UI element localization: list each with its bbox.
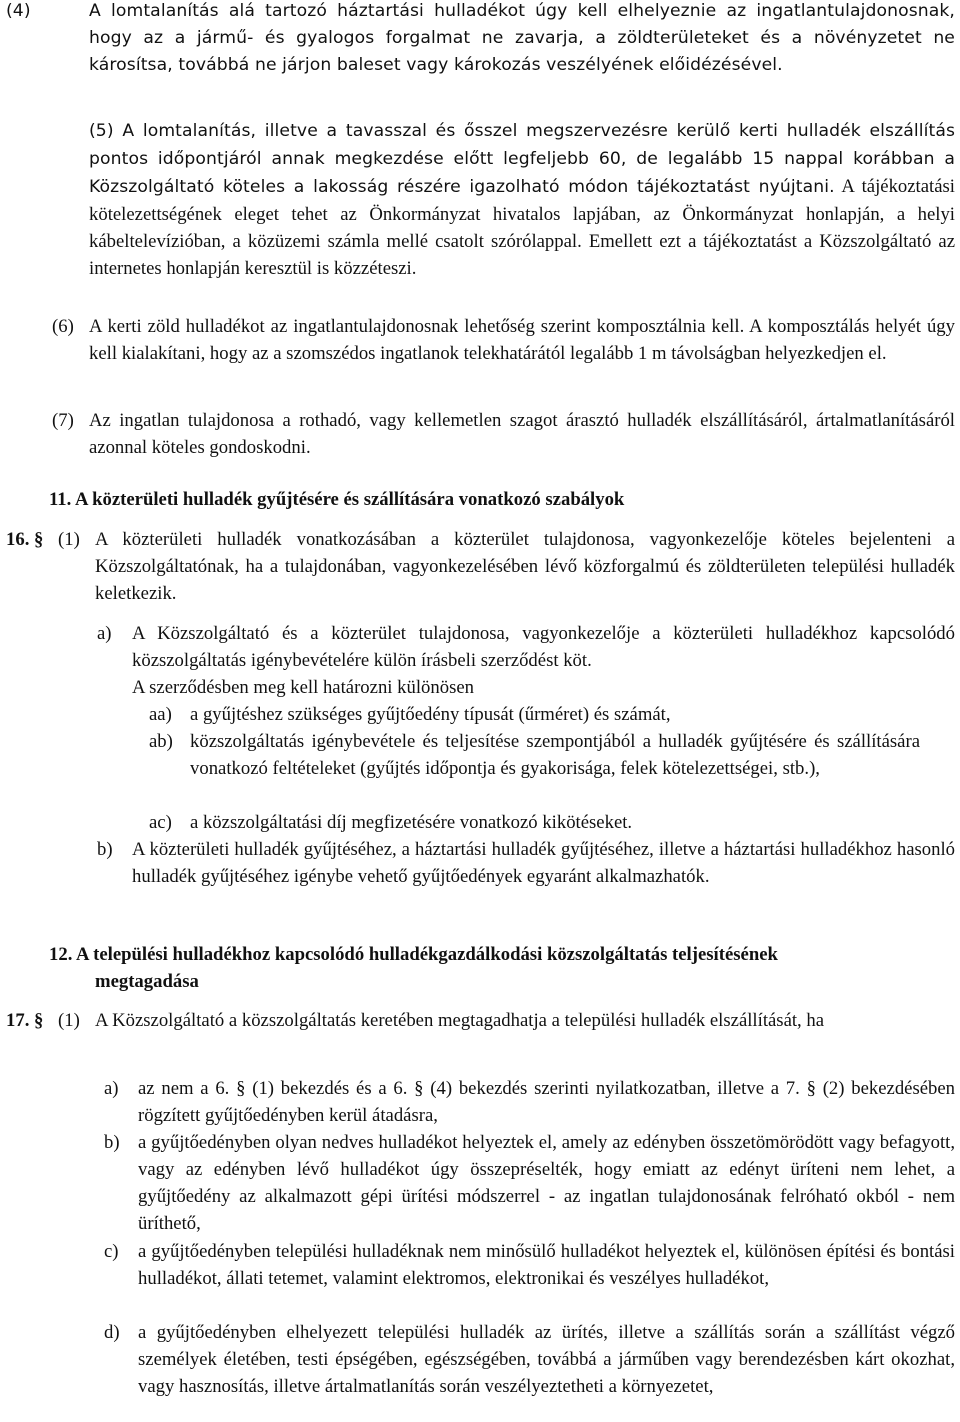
section-17-item-d-label: d) [104, 1322, 120, 1343]
section-16-paragraph-1-number: (1) [58, 529, 80, 550]
paragraph-4-number: (4) [6, 1, 31, 21]
section-16-item-ab-text: közszolgáltatás igénybevétele és teljesítése szempontjából a hulladék gyűjtésére és szállítására vonatkozó feltételeket (gyűjtés időpontja és gyakorisága, felek kötelezettségei, stb.), [190, 731, 920, 779]
paragraph-6-text: A kerti zöld hulladékot az ingatlantulajdonosnak lehetőség szerint komposztálnia kell. A komposztálás helyét úgy kell kialakítani, hogy az a szomszédos ingatlanok telekhatárától legalább 1 m távolságban helyezkedjen el. [89, 316, 955, 364]
section-16-item-b-label: b) [97, 839, 113, 860]
section-16-paragraph-1-text: A közterületi hulladék vonatkozásában a közterület tulajdonosa, vagyonkezelője köteles bejelenteni a Közszolgáltatónak, ha a tulajdonában, vagyonkezelésében lévő közforgalmú és zöldterületen települési hulladék keletkezik. [95, 529, 955, 604]
section-16-item-a-text-2: A szerződésben meg kell határozni különösen [132, 677, 474, 698]
section-16-item-ac-label: ac) [149, 812, 172, 833]
section-heading-11: 11. A közterületi hulladék gyűjtésére és szállítására vonatkozó szabályok [49, 489, 625, 510]
section-17-item-a-label: a) [104, 1078, 119, 1099]
section-16-item-aa-label: aa) [149, 704, 172, 725]
paragraph-4-text: A lomtalanítás alá tartozó háztartási hulladékot úgy kell elhelyeznie az ingatlantulajdonosnak, hogy az a jármű- és gyalogos forgalmat ne zavarja, a zöldterületeket és a növényzetet ne károsítsa, továbbá ne járjon baleset vagy károkozás veszélyének előidézésével. [89, 1, 955, 75]
section-16-item-b-text: A közterületi hulladék gyűjtéséhez, a háztartási hulladék gyűjtéséhez, illetve a háztartási hulladékhoz hasonló hulladék gyűjtéséhez igénybe vehető gyűjtőedények egyaránt alkalmazhatók. [132, 839, 955, 887]
paragraph-5-text-sans: (5) A lomtalanítás, illetve a tavasszal és ősszel megszervezésre kerülő kerti hulladék elszállítás pontos időpontjáról annak megkezdése előtt legfeljebb 60, de legalább 15 nappal korábban a Közszolgáltató köteles a lakosság részére igazolható módon tájékoztatást nyújtani. [89, 121, 955, 197]
paragraph-5-text-serif: A tájékoztatási kötelezettségének eleget tehet az Önkormányzat hivatalos lapjában, az Önkormányzat honlapján, a helyi kábeltelevízióban, a közüzemi számla mellé csatolt szórólappal. Emellett ezt a tájékoztatást a Közszolgáltató az internetes honlapján keresztül is közzéteszi. [89, 176, 955, 279]
paragraph-6-number: (6) [52, 316, 74, 337]
section-17-paragraph-1-text: A Közszolgáltató a közszolgáltatás keretében megtagadhatja a települési hulladék elszállítását, ha [95, 1010, 825, 1031]
section-16-number: 16. § [6, 529, 44, 550]
section-17-item-b-label: b) [104, 1132, 120, 1153]
section-16-item-ab-label: ab) [149, 731, 173, 752]
section-16-item-ac-text: a közszolgáltatási díj megfizetésére vonatkozó kikötéseket. [190, 812, 633, 833]
section-heading-12-line-1: 12. A települési hulladékhoz kapcsolódó hulladékgazdálkodási közszolgáltatás teljesítésének [49, 944, 778, 965]
section-17-number: 17. § [6, 1010, 44, 1031]
section-17-item-a-text: az nem a 6. § (1) bekezdés és a 6. § (4) bekezdés szerinti nyilatkozatban, illetve a 7. § (2) bekezdésében rögzített gyűjtőedényben kerül átadásra, [138, 1078, 955, 1126]
section-17-item-c-label: c) [104, 1241, 119, 1262]
section-17-item-c-text: a gyűjtőedényben települési hulladéknak nem minősülő hulladékot helyeztek el, különösen építési és bontási hulladékot, állati tetemet, valamint elektromos, elektronikai és veszélyes hulladékot, [138, 1241, 955, 1289]
section-17-paragraph-1-number: (1) [58, 1010, 80, 1031]
section-16-item-a-label: a) [97, 623, 112, 644]
paragraph-7-number: (7) [52, 410, 74, 431]
paragraph-5 [89, 117, 955, 282]
section-16-item-a-text: A Közszolgáltató és a közterület tulajdonosa, vagyonkezelője a közterületi hulladékhoz kapcsolódó közszolgáltatás igénybevételére külön írásbeli szerződést köt. [132, 623, 955, 671]
section-17-item-d-text: a gyűjtőedényben elhelyezett települési hulladék az ürítés, illetve a szállítás során a szállítást végző személyek életében, testi épségében, egészségében, továbbá a járműben vagy berendezésben kárt okozhat, vagy hasznosítás, illetve ártalmatlanítás során veszélyeztetheti a környezetet, [138, 1322, 955, 1397]
section-16-item-aa-text: a gyűjtéshez szükséges gyűjtőedény típusát (űrméret) és számát, [190, 704, 671, 725]
section-17-item-b-text: a gyűjtőedényben olyan nedves hulladékot helyeztek el, amely az edényben összetömörödött vagy befagyott, vagy az edényben lévő hulladékot úgy összepréselték, hogy emiatt az edényt üríteni nem lehet, a gyűjtőedény az alkalmazott gépi ürítési módszerrel - az ingatlan tulajdonosának felróható okból - nem üríthető, [138, 1132, 955, 1234]
paragraph-7-text: Az ingatlan tulajdonosa a rothadó, vagy kellemetlen szagot árasztó hulladék elszállításáról, ártalmatlanításáról azonnal köteles gondoskodni. [89, 410, 955, 458]
section-heading-12-line-2: megtagadása [95, 971, 199, 992]
